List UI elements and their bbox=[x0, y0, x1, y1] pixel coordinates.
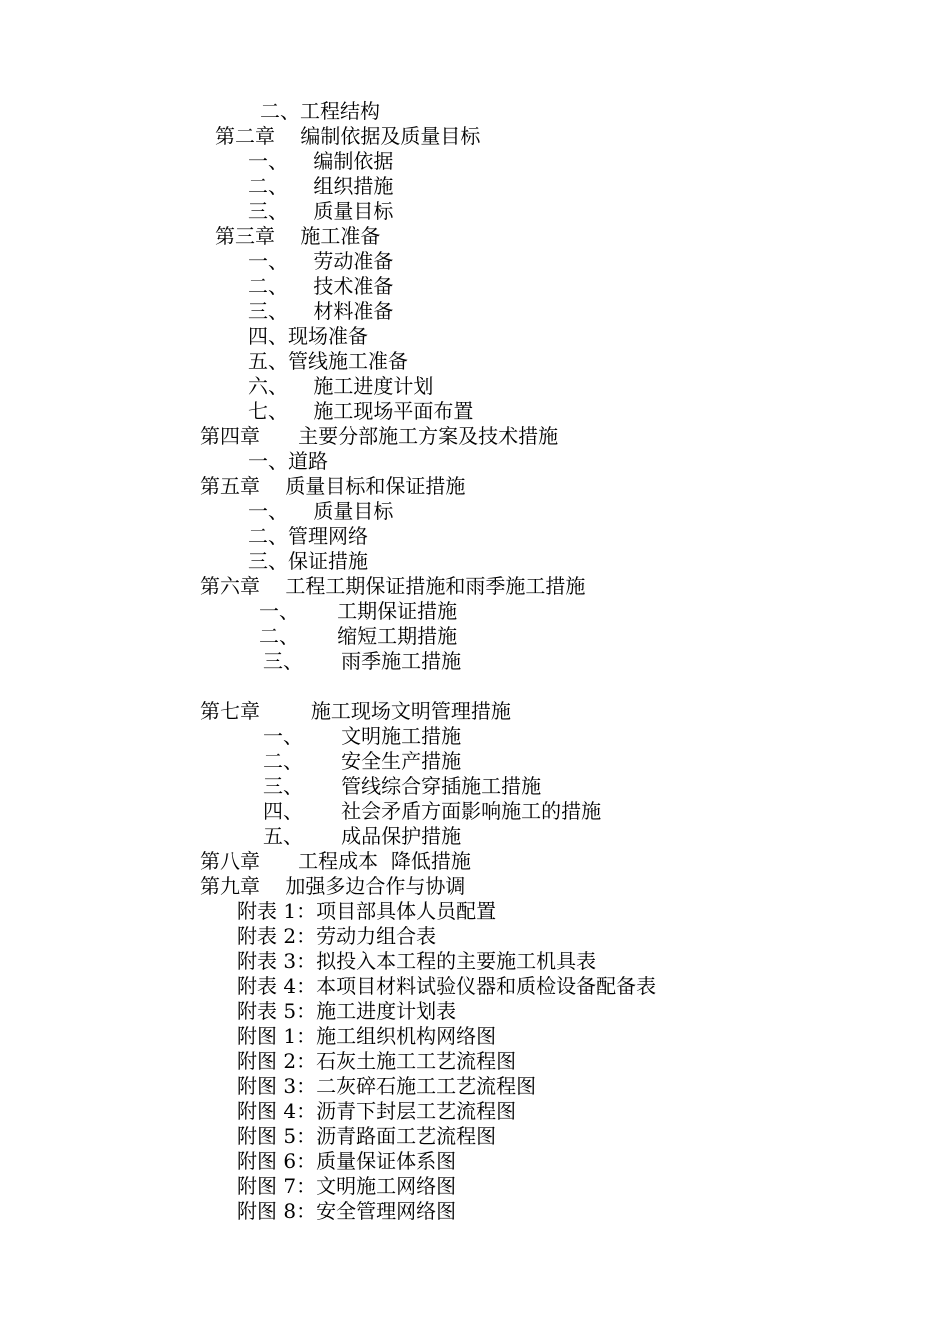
toc-appendix-table: 附表 5：施工进度计划表 bbox=[237, 999, 457, 1023]
toc-appendix-figure: 附图 5：沥青路面工艺流程图 bbox=[237, 1124, 497, 1148]
toc-item: 三、保证措施 bbox=[248, 549, 368, 573]
toc-chapter: 第五章 质量目标和保证措施 bbox=[200, 474, 466, 498]
toc-chapter: 第八章 工程成本 降低措施 bbox=[200, 849, 471, 873]
toc-chapter: 第九章 加强多边合作与协调 bbox=[200, 874, 466, 898]
toc-item: 二、 技术准备 bbox=[248, 274, 394, 298]
toc-item: 三、 雨季施工措施 bbox=[263, 649, 462, 673]
toc-item: 一、道路 bbox=[248, 449, 328, 473]
toc-item: 六、 施工进度计划 bbox=[248, 374, 434, 398]
toc-chapter: 第二章 编制依据及质量目标 bbox=[215, 124, 481, 148]
toc-item: 三、 材料准备 bbox=[248, 299, 394, 323]
toc-appendix-figure: 附图 6：质量保证体系图 bbox=[237, 1149, 457, 1173]
toc-item: 三、 管线综合穿插施工措施 bbox=[263, 774, 542, 798]
toc-item: 四、现场准备 bbox=[248, 324, 368, 348]
toc-item: 四、 社会矛盾方面影响施工的措施 bbox=[263, 799, 602, 823]
toc-appendix-figure: 附图 3：二灰碎石施工工艺流程图 bbox=[237, 1074, 537, 1098]
toc-chapter: 第四章 主要分部施工方案及技术措施 bbox=[200, 424, 559, 448]
toc-appendix-table: 附表 2：劳动力组合表 bbox=[237, 924, 437, 948]
toc-appendix-table: 附表 3：拟投入本工程的主要施工机具表 bbox=[237, 949, 597, 973]
toc-item: 二、 组织措施 bbox=[248, 174, 394, 198]
toc-appendix-figure: 附图 1：施工组织机构网络图 bbox=[237, 1024, 497, 1048]
toc-item: 一、 编制依据 bbox=[248, 149, 394, 173]
toc-appendix-figure: 附图 4：沥青下封层工艺流程图 bbox=[237, 1099, 517, 1123]
toc-chapter: 第六章 工程工期保证措施和雨季施工措施 bbox=[200, 574, 586, 598]
toc-item: 二、管理网络 bbox=[248, 524, 368, 548]
toc-item: 二、工程结构 bbox=[260, 99, 380, 123]
toc-item: 一、 劳动准备 bbox=[248, 249, 394, 273]
toc-chapter: 第三章 施工准备 bbox=[215, 224, 381, 248]
toc-appendix-table: 附表 1：项目部具体人员配置 bbox=[237, 899, 497, 923]
toc-item: 三、 质量目标 bbox=[248, 199, 394, 223]
toc-item: 二、 缩短工期措施 bbox=[259, 624, 458, 648]
toc-item: 一、 质量目标 bbox=[248, 499, 394, 523]
toc-item: 五、管线施工准备 bbox=[248, 349, 408, 373]
toc-item: 二、 安全生产措施 bbox=[263, 749, 462, 773]
toc-item: 一、 文明施工措施 bbox=[263, 724, 462, 748]
toc-chapter: 第七章 施工现场文明管理措施 bbox=[200, 699, 511, 723]
toc-item: 五、 成品保护措施 bbox=[263, 824, 462, 848]
toc-appendix-table: 附表 4：本项目材料试验仪器和质检设备配备表 bbox=[237, 974, 657, 998]
toc-appendix-figure: 附图 7：文明施工网络图 bbox=[237, 1174, 457, 1198]
toc-appendix-figure: 附图 8：安全管理网络图 bbox=[237, 1199, 457, 1223]
toc-item: 七、 施工现场平面布置 bbox=[248, 399, 474, 423]
toc-item: 一、 工期保证措施 bbox=[259, 599, 458, 623]
toc-appendix-figure: 附图 2：石灰土施工工艺流程图 bbox=[237, 1049, 517, 1073]
